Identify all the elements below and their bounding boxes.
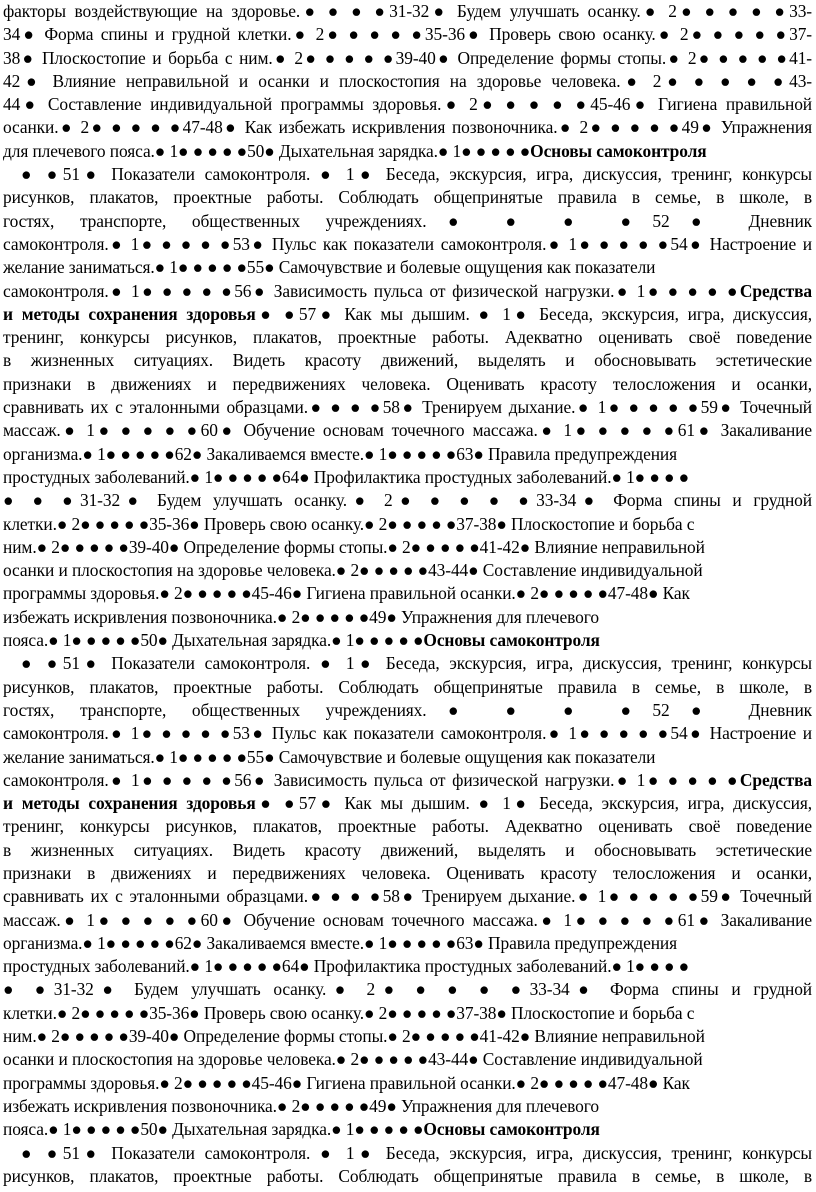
bold-heading: и методы сохранения здоровья — [3, 793, 256, 814]
text-line — [3, 676, 812, 699]
line-text: пояса.● 1● ● ● ● ●50● Дыхательная зарядка.● 1● ● ● ● ● — [3, 630, 424, 651]
text-line — [3, 419, 812, 442]
text-line — [3, 1142, 812, 1165]
line-text: ним.● 2● ● ● ● ●39-40● Определение формы стопы.● 2● ● ● ● ●41-42● Влияние неправильной — [3, 536, 705, 557]
line-text: 34● Форма спины и грудной клетки.● 2● ● ● ● ●35-36● Проверь свою осанку.● 2● ● ● ● ●37- — [3, 24, 812, 45]
line-text: 38● Плоскостопие и борьба с ним.● 2● ● ● ● ●39-40● Определение формы стопы.● 2● ● ● ● ●41- — [3, 47, 812, 68]
line-text: в жизненных ситуациях. Видеть красоту движений, выделять и обосновывать эстетические — [3, 839, 812, 860]
line-text: избежать искривления позвоночника.● 2● ● ● ● ●49● Упражнения для плечевого — [3, 1095, 599, 1116]
line-text: организма.● 1● ● ● ● ●62● Закаливаемся вместе.● 1● ● ● ● ●63● Правила предупреждения — [3, 443, 678, 464]
line-text: в жизненных ситуациях. Видеть красоту движений, выделять и обосновывать эстетические — [3, 350, 812, 371]
line-text: самоконтроля.● 1● ● ● ● ●56● Зависимость пульса от физической нагрузки.● 1● ● ● ● ● — [3, 280, 740, 301]
line-text: самоконтроля.● 1● ● ● ● ●53● Пульс как показатели самоконтроля.● 1● ● ● ● ●54● Настроение и — [3, 723, 812, 744]
text-line — [3, 23, 812, 46]
line-text: ним.● 2● ● ● ● ●39-40● Определение формы стопы.● 2● ● ● ● ●41-42● Влияние неправильной — [3, 1026, 705, 1047]
text-line — [3, 1072, 812, 1095]
text-line — [3, 186, 812, 209]
text-line — [3, 280, 812, 303]
text-line — [3, 885, 812, 908]
line-text: признаки в движениях и передвижениях человека. Оценивать красоту телосложения и осанки, — [3, 373, 812, 394]
text-line — [3, 652, 812, 675]
line-text: для плечевого пояса.● 1● ● ● ● ●50● Дыхательная зарядка.● 1● ● ● ● ● — [3, 140, 531, 161]
text-line — [3, 769, 812, 792]
line-text: избежать искривления позвоночника.● 2● ● ● ● ●49● Упражнения для плечевого — [3, 606, 599, 627]
bold-heading: Средства — [739, 280, 812, 301]
text-line — [3, 233, 812, 256]
text-line — [3, 1118, 812, 1141]
line-text: осанки.● 2● ● ● ● ●47-48● Как избежать искривления позвоночника.● 2● ● ● ● ●49● Упражнения — [3, 117, 812, 138]
text-line — [3, 303, 812, 326]
line-text: клетки.● 2● ● ● ● ●35-36● Проверь свою осанку.● 2● ● ● ● ●37-38● Плоскостопие и борьба с — [3, 513, 695, 534]
text-line — [3, 373, 812, 396]
text-line — [3, 699, 812, 722]
line-text: ● ● ●31-32● Будем улучшать осанку.● 2● ● ● ● ●33-34● Форма спины и грудной — [3, 490, 812, 511]
line-text: 42● Влияние неправильной и осанки и плоскостопия на здоровье человека.● 2● ● ● ● ●43- — [3, 70, 812, 91]
line-text: сравнивать их с эталонными образцами.● ● ● ●58● Тренируем дыхание.● 1● ● ● ● ●59● Точечный — [3, 886, 812, 907]
line-text: пояса.● 1● ● ● ● ●50● Дыхательная зарядка.● 1● ● ● ● ● — [3, 1119, 424, 1140]
text-line — [3, 140, 812, 163]
text-line — [3, 1095, 812, 1118]
text-line — [3, 466, 812, 489]
line-text: ● ●31-32● Будем улучшать осанку.● 2● ● ● ● ●33-34● Форма спины и грудной — [3, 979, 812, 1000]
text-line — [3, 70, 812, 93]
text-line — [3, 1002, 812, 1025]
line-text: массаж.● 1● ● ● ● ●60● Обучение основам точечного массажа.● 1● ● ● ● ●61● Закаливание — [3, 909, 812, 930]
text-line — [3, 489, 812, 512]
text-line — [3, 47, 812, 70]
text-line — [3, 210, 812, 233]
line-text: простудных заболеваний.● 1● ● ● ● ●64● Профилактика простудных заболеваний.● 1● ● ● ● — [3, 466, 690, 487]
text-line — [3, 1025, 812, 1048]
line-text: осанки и плоскостопия на здоровье человека.● 2● ● ● ● ●43-44● Составление индивидуальной — [3, 1049, 703, 1070]
text-line — [3, 326, 812, 349]
text-line — [3, 443, 812, 466]
line-text: осанки и плоскостопия на здоровье человека.● 2● ● ● ● ●43-44● Составление индивидуальной — [3, 560, 703, 581]
text-line — [3, 93, 812, 116]
text-line — [3, 722, 812, 745]
text-line — [3, 349, 812, 372]
text-line — [3, 815, 812, 838]
line-text: тренинг, конкурсы рисунков, плакатов, проектные работы. Адекватно оценивать своё поведение — [3, 327, 812, 348]
text-line — [3, 746, 812, 769]
text-line — [3, 396, 812, 419]
line-text: гостях, транспорте, общественных учреждениях.● ● ● ●52● Дневник — [3, 699, 812, 720]
text-line — [3, 862, 812, 885]
line-text: сравнивать их с эталонными образцами.● ● ● ●58● Тренируем дыхание.● 1● ● ● ● ●59● Точечный — [3, 397, 812, 418]
line-text: признаки в движениях и передвижениях человека. Оценивать красоту телосложения и осанки, — [3, 862, 812, 883]
line-text: 44● Составление индивидуальной программы здоровья.● 2● ● ● ● ●45-46● Гигиена правильной — [3, 94, 812, 115]
line-text: желание заниматься.● 1● ● ● ● ●55● Самочувствие и болевые ощущения как показатели — [3, 746, 656, 767]
text-line — [3, 629, 812, 652]
bold-heading: Средства — [739, 769, 812, 790]
text-line — [3, 792, 812, 815]
line-text: самоконтроля.● 1● ● ● ● ●53● Пульс как показатели самоконтроля.● 1● ● ● ● ●54● Настроение и — [3, 233, 812, 254]
text-line — [3, 978, 812, 1001]
bold-heading: Основы самоконтроля — [423, 1119, 600, 1140]
line-text: ● ●51● Показатели самоконтроля. ● 1● Беседа, экскурсия, игра, дискуссия, тренинг, конкурсы — [21, 164, 812, 185]
bold-heading: Основы самоконтроля — [530, 140, 707, 161]
text-line — [3, 582, 812, 605]
line-text: организма.● 1● ● ● ● ●62● Закаливаемся вместе.● 1● ● ● ● ●63● Правила предупреждения — [3, 932, 678, 953]
text-line — [3, 256, 812, 279]
line-text: рисунков, плакатов, проектные работы. Соблюдать общепринятые правила в семье, в школе, в — [3, 1165, 812, 1186]
line-text: рисунков, плакатов, проектные работы. Соблюдать общепринятые правила в семье, в школе, в — [3, 676, 812, 697]
line-text: факторы воздействующие на здоровье.● ● ● ●31-32● Будем улучшать осанку.● 2● ● ● ● ●33- — [3, 1, 812, 21]
text-line — [3, 163, 812, 186]
bold-heading: Основы самоконтроля — [423, 630, 600, 651]
line-text: ● ●57● Как мы дышим. ● 1● Беседа, экскурсия, игра, дискуссия, — [255, 793, 812, 814]
text-line — [3, 606, 812, 629]
text-line — [3, 1165, 812, 1188]
text-line — [3, 932, 812, 955]
line-text: ● ●57● Как мы дышим. ● 1● Беседа, экскурсия, игра, дискуссия, — [255, 303, 812, 324]
line-text: самоконтроля.● 1● ● ● ● ●56● Зависимость пульса от физической нагрузки.● 1● ● ● ● ● — [3, 769, 740, 790]
line-text: рисунков, плакатов, проектные работы. Соблюдать общепринятые правила в семье, в школе, в — [3, 187, 812, 208]
text-line — [3, 0, 812, 23]
text-line — [3, 536, 812, 559]
text-line — [3, 1048, 812, 1071]
text-line — [3, 909, 812, 932]
line-text: массаж.● 1● ● ● ● ●60● Обучение основам точечного массажа.● 1● ● ● ● ●61● Закаливание — [3, 420, 812, 441]
text-line — [3, 955, 812, 978]
line-text: желание заниматься.● 1● ● ● ● ●55● Самочувствие и болевые ощущения как показатели — [3, 257, 656, 278]
line-text: программы здоровья.● 2● ● ● ● ●45-46● Гигиена правильной осанки.● 2● ● ● ● ●47-48● Как — [3, 1072, 690, 1093]
line-text: простудных заболеваний.● 1● ● ● ● ●64● Профилактика простудных заболеваний.● 1● ● ● ● — [3, 956, 690, 977]
line-text: ● ●51● Показатели самоконтроля. ● 1● Беседа, экскурсия, игра, дискуссия, тренинг, конкурсы — [21, 1142, 812, 1163]
text-line — [3, 839, 812, 862]
line-text: тренинг, конкурсы рисунков, плакатов, проектные работы. Адекватно оценивать своё поведение — [3, 816, 812, 837]
text-line — [3, 513, 812, 536]
text-line — [3, 559, 812, 582]
line-text: программы здоровья.● 2● ● ● ● ●45-46● Гигиена правильной осанки.● 2● ● ● ● ●47-48● Как — [3, 583, 690, 604]
line-text: гостях, транспорте, общественных учреждениях.● ● ● ●52● Дневник — [3, 210, 812, 231]
line-text: ● ●51● Показатели самоконтроля. ● 1● Беседа, экскурсия, игра, дискуссия, тренинг, конкурсы — [21, 653, 812, 674]
text-line — [3, 116, 812, 139]
bold-heading: и методы сохранения здоровья — [3, 303, 256, 324]
line-text: клетки.● 2● ● ● ● ●35-36● Проверь свою осанку.● 2● ● ● ● ●37-38● Плоскостопие и борьба с — [3, 1002, 695, 1023]
